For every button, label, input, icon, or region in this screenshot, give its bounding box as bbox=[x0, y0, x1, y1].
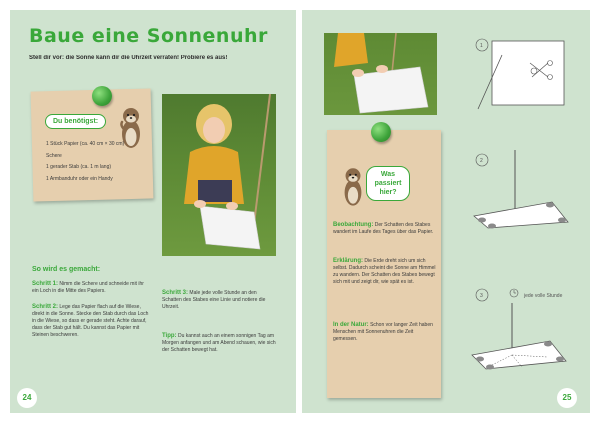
materials-list bbox=[46, 141, 126, 187]
explanation-text: Die Erde dreht sich um sich selbst. Dadurch scheint die Sonne am Himmel zu wandern. Der Schatten des Stabes bewegt sich mit und zeigt dir, wie spät es ist. bbox=[333, 258, 436, 285]
diagram-step-2 bbox=[452, 150, 582, 230]
child-drawing-photo bbox=[324, 33, 437, 115]
step-3 bbox=[162, 290, 276, 311]
instructions-heading: So wird es gemacht: bbox=[32, 266, 101, 273]
pushpin-icon bbox=[92, 86, 112, 106]
diagram-hour-label: jede volle Stunde bbox=[524, 293, 563, 299]
book-gutter bbox=[296, 10, 302, 413]
list-item: Schere bbox=[46, 152, 62, 159]
nature-label: In der Natur: bbox=[333, 322, 369, 328]
explanation-bubble: Was passiert hier? bbox=[366, 166, 410, 201]
step-1 bbox=[32, 281, 150, 295]
materials-heading: Du benötigst: bbox=[45, 114, 106, 129]
tip-text: Du kannst auch an einem sonnigen Tag am Morgen anfangen und am Abend schauen, wie sich der Schatten bewegt hat. bbox=[162, 333, 276, 353]
list-item: 1 Armbanduhr oder ein Handy bbox=[46, 175, 113, 182]
explanation-label: Erklärung: bbox=[333, 258, 364, 264]
otter-mascot-icon bbox=[339, 164, 367, 208]
child-with-sundial-photo bbox=[162, 94, 276, 256]
step-label: Schritt 2: bbox=[32, 304, 59, 310]
observation bbox=[333, 222, 437, 236]
diagram-step-3 bbox=[452, 285, 582, 375]
tip bbox=[162, 333, 276, 354]
diagram-step-1 bbox=[452, 33, 582, 111]
step-label: Schritt 3: bbox=[162, 290, 189, 296]
step-2 bbox=[32, 304, 150, 339]
step-label: Schritt 1: bbox=[32, 281, 59, 287]
nature-text: Schon vor langer Zeit haben Menschen mit Sonnenuhren die Zeit gemessen. bbox=[333, 322, 433, 342]
explanation bbox=[333, 258, 437, 286]
list-item: 1 Stück Papier (ca. 40 cm × 30 cm) bbox=[46, 141, 125, 147]
list-item: 1 gerader Stab (ca. 1 m lang) bbox=[46, 164, 112, 170]
page-number-left: 24 bbox=[17, 388, 37, 408]
page-number-right: 25 bbox=[557, 388, 577, 408]
page-title: Baue eine Sonnenuhr bbox=[29, 25, 268, 47]
observation-label: Beobachtung: bbox=[333, 222, 374, 228]
step-text: Nimm die Schere und schneide mit ihr ein Loch in die Mitte des Papiers. bbox=[32, 281, 144, 294]
nature-fact bbox=[333, 322, 437, 343]
diagram-number: 3 bbox=[480, 293, 483, 299]
pushpin-icon bbox=[371, 122, 391, 142]
diagram-number: 1 bbox=[480, 43, 483, 49]
observation-text: Der Schatten des Stabes wandert im Laufe des Tages über das Papier. bbox=[333, 222, 434, 235]
diagram-number: 2 bbox=[480, 158, 483, 164]
page-subtitle: Stell dir vor: die Sonne kann dir die Uhrzeit verraten! Probiere es aus! bbox=[29, 55, 228, 61]
step-text: Male jede volle Stunde an den Schatten des Stabes eine Linie und notiere die Uhrzeit. bbox=[162, 290, 266, 310]
tip-label: Tipp: bbox=[162, 333, 177, 339]
step-text: Lege das Papier flach auf die Wiese, direkt in die Sonne. Stecke den Stab durch das Loch in die Wiese, so dass er gerade steht. Achte darauf, dass der Stab gut hält. Du kannst das Papier mit Steinen beschweren. bbox=[32, 304, 149, 338]
